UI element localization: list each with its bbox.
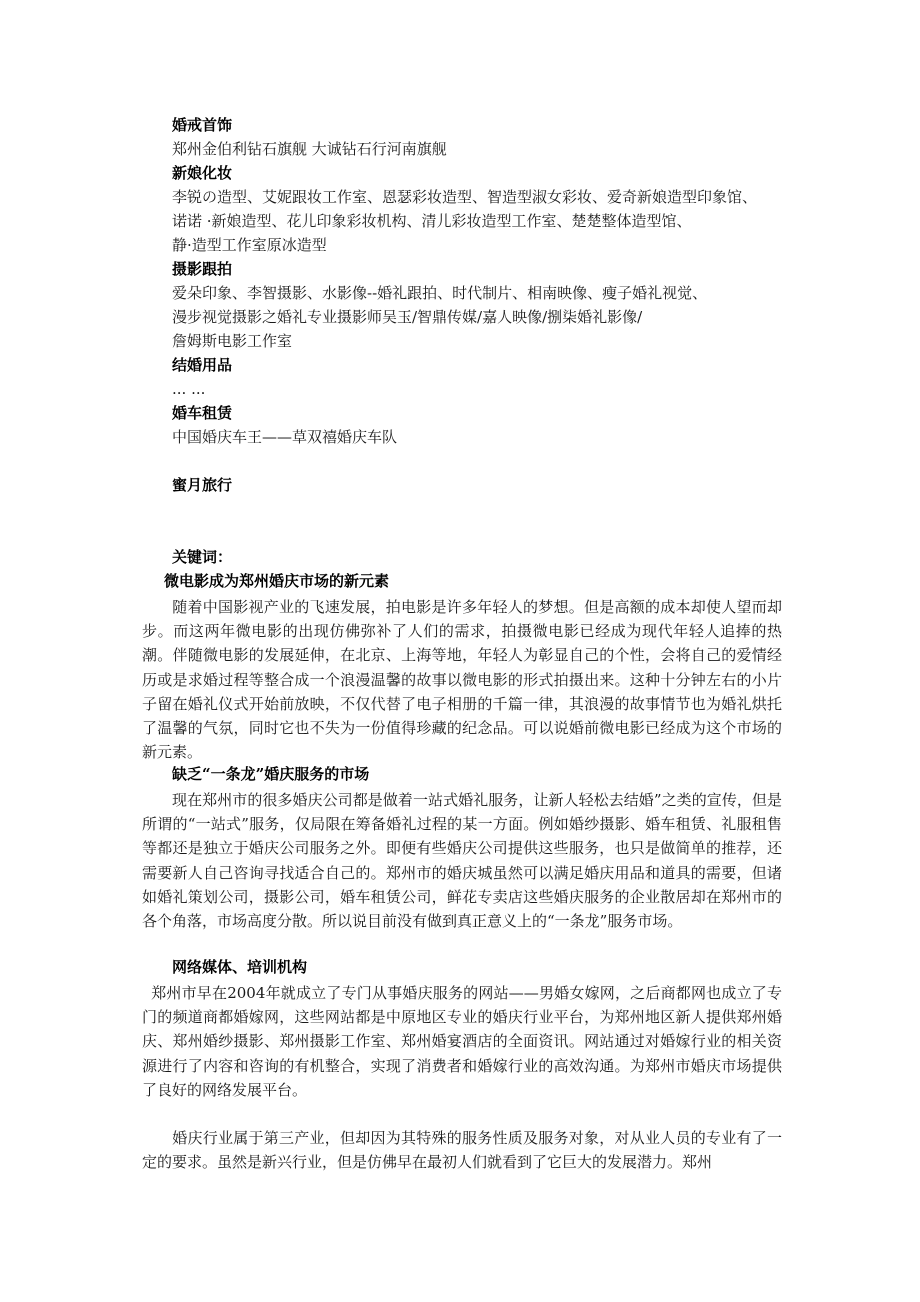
section-line: 郑州金伯利钻石旗舰 大诚钻石行河南旗舰 (172, 140, 447, 158)
section-heading-rings: 婚戒首饰 (172, 116, 233, 134)
section-heading-makeup: 新娘化妆 (172, 164, 233, 182)
article-title: 网络媒体、培训机构 (172, 958, 308, 976)
article-body-text: 随着中国影视产业的飞速发展，拍电影是许多年轻人的梦想。但是高额的成本却使人望而却步。而这两年微电影的出现仿佛弥补了人们的需求，拍摄微电影已经成为现代年轻人追捧的热潮。伴随微电影的发展延伸，在北京、上海等地，年轻人为彰显自己的个性，会将自己的爱情经历或是求婚过程等整合成一个浪漫温馨的故事以微电影的形式拍摄出来。这种十分钟左右的小片子留在婚礼仪式开始前放映，不仅代替了电子相册的千篇一律，其浪漫的故事情节也为婚礼烘托了温馨的气氛，同时它也不失为一份值得珍藏的纪念品。可以说婚前微电影已经成为这个市场的新元素。 (142, 598, 782, 762)
section-line: 诺诺 ·新娘造型、花儿印象彩妆机构、清儿彩妆造型工作室、楚楚整体造型馆、 (172, 212, 692, 230)
section-line: ... ... (172, 380, 206, 398)
article-title: 缺乏“一条龙”婚庆服务的市场 (172, 765, 370, 783)
article-body (142, 595, 782, 764)
closing-paragraph (142, 1126, 782, 1174)
section-line: 中国婚庆车王——草双禧婚庆车队 (172, 428, 398, 446)
section-heading-car-rental: 婚车租赁 (172, 404, 233, 422)
article-body (142, 788, 782, 933)
article-body (142, 981, 782, 1102)
section-line: 李锐の造型、艾妮跟妆工作室、恩瑟彩妆造型、智造型淑女彩妆、爱奇新娘造型印象馆、 (172, 188, 758, 206)
article-body-text: 现在郑州市的很多婚庆公司都是做着一站式婚礼服务，让新人轻松去结婚”之类的宣传，但是所谓的“一站式”服务，仅局限在筹备婚礼过程的某一方面。例如婚纱摄影、婚车租赁、礼服租售等都还是独立于婚庆公司服务之外。即便有些婚庆公司提供这些服务，也只是做简单的推荐，还需要新人自己咨询寻找适合自己的。郑州市的婚庆城虽然可以满足婚庆用品和道具的需要，但诸如婚礼策划公司，摄影公司，婚车租赁公司，鲜花专卖店这些婚庆服务的企业散居却在郑州市的各个角落，市场高度分散。所以说目前没有做到真正意义上的“一条龙”服务市场。 (142, 791, 782, 931)
section-line: 静·造型工作室原冰造型 (172, 236, 327, 254)
keywords-label: 关键词： (172, 548, 233, 566)
section-line: 爱朵印象、李智摄影、水影像--婚礼跟拍、时代制片、相南映像、瘦子婚礼视觉、 (172, 284, 708, 302)
section-heading-photography: 摄影跟拍 (172, 260, 233, 278)
section-heading-honeymoon: 蜜月旅行 (172, 476, 233, 494)
closing-text: 婚庆行业属于第三产业，但却因为其特殊的服务性质及服务对象，对从业人员的专业有了一定的要求。虽然是新兴行业，但是仿佛早在最初人们就看到了它巨大的发展潜力。郑州 (142, 1129, 782, 1172)
article-title: 微电影成为郑州婚庆市场的新元素 (164, 572, 390, 590)
section-line: 漫步视觉摄影之婚礼专业摄影师吴玉/智鼎传媒/嘉人映像/捌柒婚礼影像/ (172, 308, 643, 326)
section-line: 詹姆斯电影工作室 (172, 332, 293, 350)
section-heading-supplies: 结婚用品 (172, 356, 233, 374)
article-body-text: 郑州市早在2004年就成立了专门从事婚庆服务的网站——男婚女嫁网，之后商都网也成立了专门的频道商都婚嫁网，这些网站都是中原地区专业的婚庆行业平台，为郑州地区新人提供郑州婚庆、郑州婚纱摄影、郑州摄影工作室、郑州婚宴酒店的全面资讯。网站通过对婚嫁行业的相关资源进行了内容和咨询的有机整合，实现了消费者和婚嫁行业的高效沟通。为郑州市婚庆市场提供了良好的网络发展平台。 (142, 984, 782, 1099)
